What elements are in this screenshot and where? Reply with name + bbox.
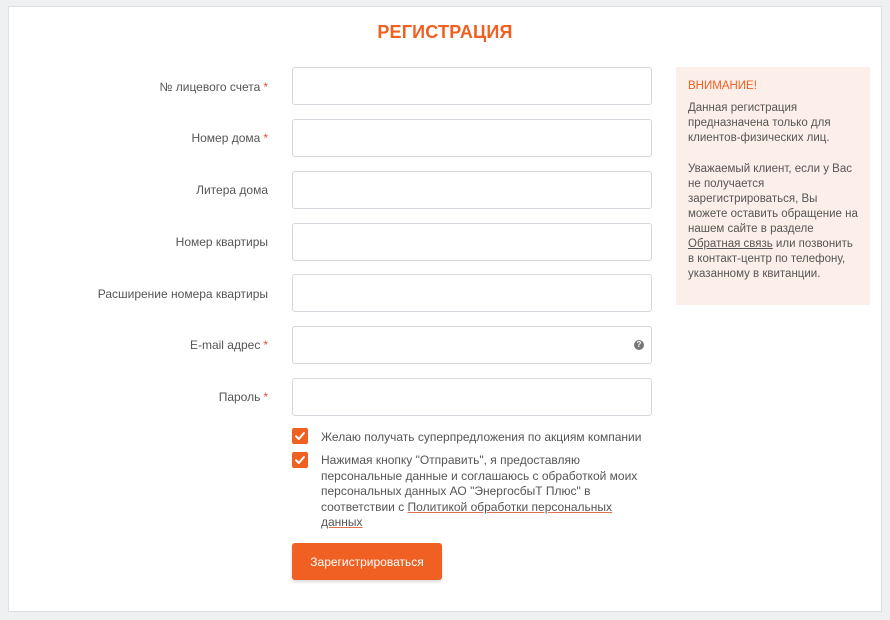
house-letter-input[interactable] bbox=[292, 171, 652, 209]
apartment-number-input[interactable] bbox=[292, 223, 652, 261]
required-mark: * bbox=[263, 390, 268, 404]
required-mark: * bbox=[263, 131, 268, 145]
consent-checkbox[interactable] bbox=[292, 452, 308, 468]
house-label-text: Номер дома bbox=[191, 131, 261, 145]
account-label bbox=[8, 80, 268, 94]
consent-text-body: Нажимая кнопку "Отправить", я предоставляю персональные данные и соглашаюсь с обработкой моих персональных данных АО "ЭнергосбыТ Плюс" в соответствии с bbox=[321, 453, 638, 514]
apartment-ext-label bbox=[8, 287, 268, 301]
notice-box bbox=[676, 67, 870, 305]
notice-paragraph-1: Данная регистрация предназначена только для клиентов-физических лиц. bbox=[688, 102, 831, 144]
account-label-text: № лицевого счета bbox=[159, 80, 261, 94]
apartment-extension-input[interactable] bbox=[292, 274, 652, 312]
register-button[interactable]: Зарегистрироваться bbox=[292, 543, 442, 580]
consent-text bbox=[321, 453, 646, 531]
checkmark-icon bbox=[294, 454, 306, 466]
password-input[interactable] bbox=[292, 378, 652, 416]
notice-title: ВНИМАНИЕ! bbox=[688, 80, 757, 92]
feedback-link[interactable]: Обратная связь bbox=[688, 238, 773, 250]
apartment-ext-label-text: Расширение номера квартиры bbox=[97, 287, 268, 301]
offers-checkbox[interactable] bbox=[292, 428, 308, 444]
email-input[interactable] bbox=[292, 326, 652, 364]
required-mark: * bbox=[263, 338, 268, 352]
apartment-label bbox=[8, 235, 268, 249]
notice-paragraph-2-end: или позвонить в контакт-центр по телефону, указанному в квитанции. bbox=[688, 238, 853, 280]
notice-paragraph-2-start: Уважаемый клиент, если у Вас не получается зарегистрироваться, Вы можете оставить обращение на нашем сайте в разделе bbox=[688, 163, 858, 235]
apartment-label-text: Номер квартиры bbox=[175, 235, 268, 249]
email-label-text: E-mail адрес bbox=[189, 338, 261, 352]
house-letter-label-text: Литера дома bbox=[196, 183, 268, 197]
password-label bbox=[8, 390, 268, 404]
house-label bbox=[8, 131, 268, 145]
question-circle-icon[interactable]: ? bbox=[634, 340, 644, 350]
page-title: РЕГИСТРАЦИЯ bbox=[377, 22, 513, 42]
checkmark-icon bbox=[294, 430, 306, 442]
password-label-text: Пароль bbox=[218, 390, 261, 404]
privacy-policy-link[interactable]: Политикой обработки персональных данных bbox=[321, 499, 613, 529]
house-number-input[interactable] bbox=[292, 119, 652, 157]
offers-checkbox-label: Желаю получать суперпредложения по акциям компании bbox=[321, 430, 642, 444]
notice-paragraph-2 bbox=[688, 162, 858, 282]
email-label bbox=[8, 338, 268, 352]
required-mark: * bbox=[263, 80, 268, 94]
house-letter-label bbox=[8, 183, 268, 197]
account-number-input[interactable] bbox=[292, 67, 652, 105]
